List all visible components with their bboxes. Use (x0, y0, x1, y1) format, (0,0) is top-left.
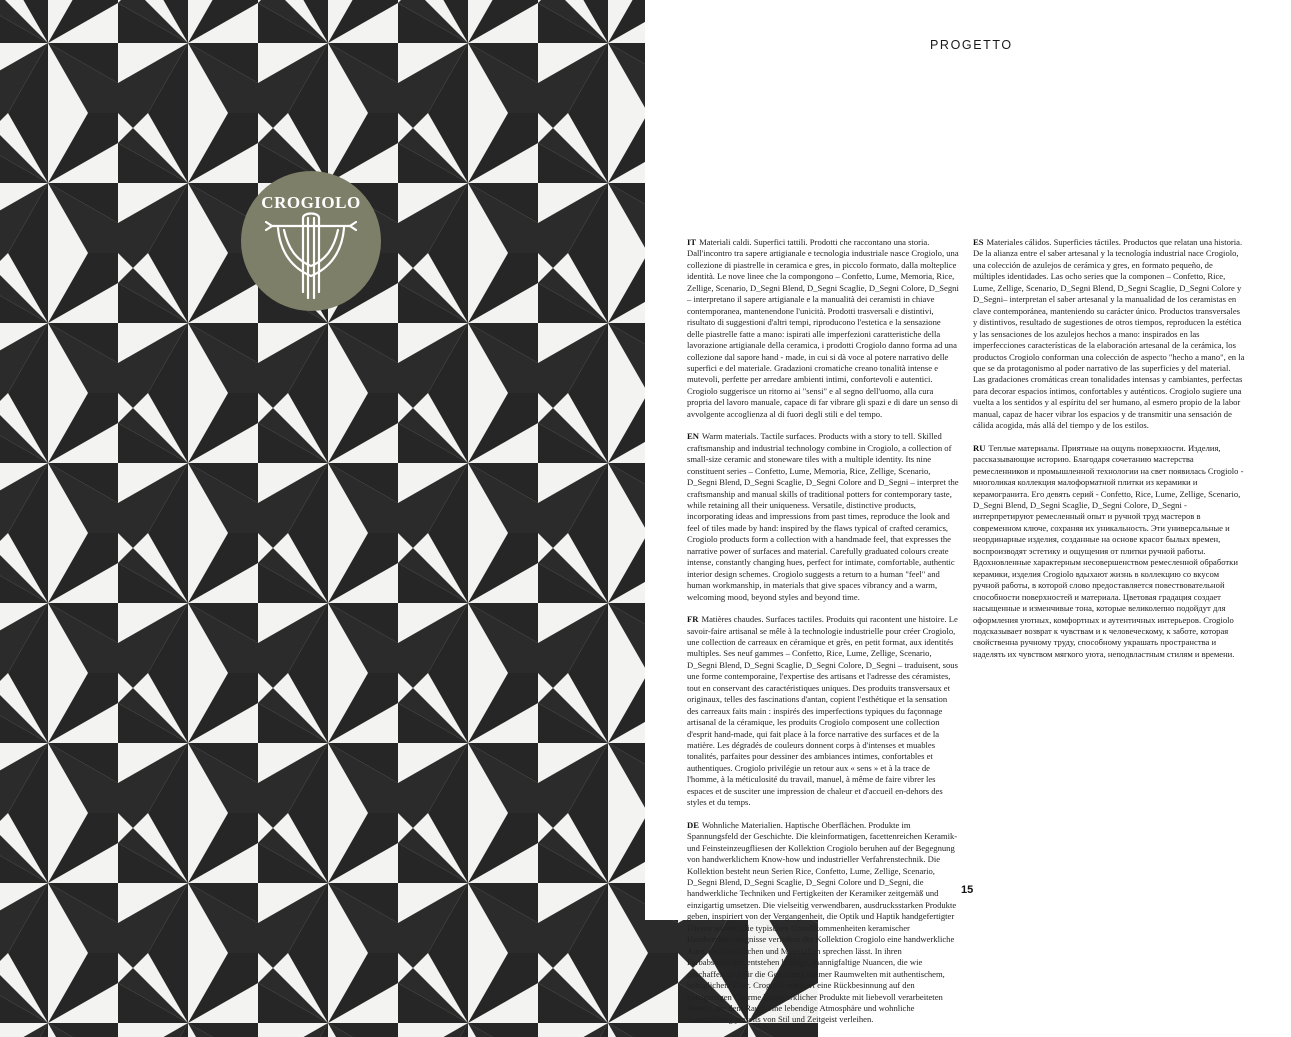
tile-pattern-cell (118, 533, 258, 673)
tile-pattern-cell (398, 253, 538, 393)
tile-pattern-cell (398, 673, 538, 813)
right-page-text (645, 0, 1291, 1025)
article-fr-text: Matières chaudes. Surfaces tactiles. Produits qui racontent une histoire. Le savoir-faire artisanal se mêle à la technologie industrielle pour créer Crogiolo, une collection de carreaux en céramique et grès, en petit format, aux identités multiples. Ses neuf gammes – Confetto, Rice, Lume, Zellige, Scenario, D_Segni Blend, D_Segni Scaglie, D_Segni Colore, D_Segni – traduisent, sous une forme contemporaine, l'expertise des artisans et l'adresse des céramistes, tout en conservant des caractéristiques uniques. Des produits transversaux et originaux, telles des fascinations d'antan, copient l'esthétique et la sensation des carreaux faits main : inspirés des imperfections typiques du façonnage artisanal de la céramique, les produits Crogiolo composent une collection d'esprit hand-made, qui fait place à la force narrative des surfaces et de la matière. Les dégradés de couleurs donnent corps à d'intenses et muables tonalités, parfaites pour dessiner des ambiances intimes, confortables et authentiques. Crogiolo privilégie un retour aux « sens » et à la trace de l'homme, à la méticulosité du travail, manuel, à même de faire vibrer les espaces et de susciter une impression de chaleur et d'accueil en-dehors des styles et du temps. (687, 614, 958, 808)
tile-pattern-cell (398, 813, 538, 953)
lang-code-it: IT (687, 237, 697, 247)
article-es (973, 237, 1245, 432)
article-de (687, 820, 959, 1026)
crogiolo-logo-badge (240, 152, 382, 330)
article-ru (973, 443, 1245, 661)
tile-pattern-cell (538, 953, 678, 1037)
tile-pattern-cell (258, 673, 398, 813)
tile-pattern-cell (0, 953, 118, 1037)
article-es-text: Materiales cálidos. Superficies táctiles. Productos que relatan una historia. De la alianza entre el saber artesanal y la tecnología industrial nace Crogiolo, una colección de azulejos de cerámica y gres, en formato pequeño, de múltiples identidades. Las ocho series que la componen – Confetto, Rice, Lume, Zellige, Scenario, D_Segni Blend, D_Segni Scaglie, D_Segni Colore y D_Segni– interpretan el saber artesanal y la manualidad de los ceramistas en clave contemporánea, manteniendo su carácter único. Productos transversales y distintivos, resultado de sugestiones de otros tiempos, reproducen la estética y las sensaciones de los azulejos hechos a mano: inspirados en las imperfecciones características de la elaboración artesanal de la cerámica, los productos Crogiolo conforman una colección de aspecto "hecho a mano", en la que se da protagonismo al poder narrativo de las superficies y del material. Las gradaciones cromáticas crean tonalidades intensas y cambiantes, perfectas para decorar espacios íntimos, confortables y auténticos. Crogiolo sugiere una vuelta a los sentidos y al espíritu del ser humano, al esmero propio de la labor manual, capaz de hacer vibrar los espacios y de transmitir una sensación de cálida acogida, más allá del tiempo y de los estilos. (973, 237, 1245, 431)
article-en (687, 431, 959, 603)
tile-pattern-cell (118, 253, 258, 393)
tile-pattern-cell (0, 393, 118, 533)
article-de-text: Wohnliche Materialien. Haptische Oberflächen. Produkte im Spannungsfeld der Geschichte. Die kleinformatigen, facettenreichen Keramik- und Feinsteinzeugfliesen der Kollektion Crogiolo beruhen auf der Begegnung von handwerklichem Know-how und industrieller Verfahrenstechnik. Die Kollektion besteht neun Serien Rice, Confetto, Lume, Zellige, Scenario, D_Segni Blend, D_Segni Scaglie, D_Segni Colore und D_Segni, die handwerkliche Techniken und Fertigkeiten der Keramiker zeitgemäß und einzigartig umsetzen. Die vielseitig verwendbaren, ausdrucksstarken Produkte geben, inspiriert von der Vergangenheit, die Optik und Haptik handgefertigter Fliesen wieder. Die typischen Unvollkommenheiten keramischer Handwerkserzeugnisse verleihen der Kollektion Crogiolo eine handwerkliche Aura, die Oberflächen und Materialien sprechen lässt. In ihren Farbabstufungen entstehen kräftige, mannigfaltige Nuancen, die wie geschaffen sind für die Gestaltung intimer Raumwelten mit authentischem, behaglichem Flair. Crogiolo markiert eine Rückbesinnung auf den einzigartigen Charme handwerklicher Produkte mit liebevoll verarbeiteten Details, die dem Raum eine lebendige Atmosphäre und wohnliche Ausstrahlung jenseits von Stil und Zeitgeist verleihen. (687, 819, 958, 1025)
tile-pattern-cell (258, 953, 398, 1037)
tile-pattern-cell (258, 0, 398, 113)
left-page-tile-artwork (0, 0, 645, 920)
text-column-right (973, 237, 1245, 671)
article-fr (687, 614, 959, 809)
tile-pattern-cell (0, 113, 118, 253)
tile-pattern-cell (118, 673, 258, 813)
page-number: 15 (961, 884, 974, 896)
tile-pattern-cell (258, 393, 398, 533)
tile-pattern-cell (398, 393, 538, 533)
text-column-left (687, 237, 959, 1037)
article-ru-text: Теплые материалы. Приятные на ощупь поверхности. Изделия, рассказывающие историю. Благодаря сочетанию мастерства ремесленников и промышленной технологии на свет появилась Crogiolo - многоликая коллекция малоформатной плитки из керамики и керамогранита. Его девять серий - Confetto, Rice, Lume, Zellige, Scenario, D_Segni Blend, D_Segni Scaglie, D_Segni Colore, D_Segni - интерпретируют ремесленный опыт и ручной труд мастеров в современном ключе, сохраняя их уникальность. Эти универсальные и неординарные изделия, созданные на основе красот былых времен, воспроизводят эстетику и ощущения от плитки ручной работы. Вдохновленные характерным несовершенством ремесленной обработки керамики, изделия Crogiolo вдыхают жизнь в коллекцию со вкусом ручной работы, в которой слово предоставляется повествовательной способности поверхностей и материала. Цветовая градация создает насыщенные и изменчивые тона, которые великолепно подойдут для оформления уютных, комфортных и аутентичных интерьеров. Crogiolo подсказывает возврат к чувствам и к человеческому, к заботе, которая свойственна ручному труду, способному украшать пространства и наделять их чувством мягкого уюта, неподвластным стилям и времени. (973, 442, 1244, 659)
tile-pattern-cell (258, 813, 398, 953)
lang-code-de: DE (687, 819, 699, 830)
tile-pattern-cell (398, 0, 538, 113)
tile-pattern-cell (118, 113, 258, 253)
tile-pattern-cell (118, 393, 258, 533)
tile-pattern-cell (0, 253, 118, 393)
logo-wordmark: CROGIOLO (261, 193, 361, 212)
geometric-tile-pattern (0, 0, 645, 920)
article-it-text: Materiali caldi. Superfici tattili. Prodotti che raccontano una storia. Dall'incontro tra sapere artigianale e tecnologia industriale nasce Crogiolo, una collezione di piastrelle in ceramica e gres, in piccolo formato, dalla molteplice identità. Le nove linee che la compongono – Confetto, Lume, Memoria, Rice, Zellige, Scenario, D_Segni Blend, D_Segni Scaglie, D_Segni Colore, D_Segni – interpretano il sapere artigianale e la manualità dei ceramisti in chiave contemporanea, mantenendone l'unicità. Prodotti trasversali e distintivi, risultato di suggestioni d'altri tempi, riproducono l'estetica e la sensazione delle piastrelle fatte a mano: ispirati alle imperfezioni caratteristiche della lavorazione artigianale della ceramica, i prodotti Crogiolo danno forma ad una collezione dal sapore hand - made, in cui si dà voce al potere narrativo delle superfici e del materiale. Gradazioni cromatiche creano tonalità intense e mutevoli, perfette per arredare ambienti intimi, confortevoli e autentici. Crogiolo suggerisce un ritorno ai "sensi" e al segno dell'uomo, alla cura propria del lavoro manuale, capace di far vibrare gli spazi e di dare un senso di avvolgente accoglienza al di fuori degli stili e del tempo. (687, 237, 959, 419)
section-label: PROGETTO (930, 38, 1013, 52)
tile-pattern-cell (398, 533, 538, 673)
lang-code-es: ES (973, 237, 984, 247)
tile-pattern-cell (0, 533, 118, 673)
tile-pattern-cell (0, 673, 118, 813)
lang-code-fr: FR (687, 614, 699, 625)
lang-code-ru: RU (973, 442, 986, 453)
tile-pattern-cell (118, 813, 258, 953)
lang-code-en: EN (687, 431, 699, 442)
tile-pattern-cell (118, 953, 258, 1037)
tile-pattern-cell (398, 953, 538, 1037)
tile-pattern-cell (0, 0, 118, 113)
logo-circle-background (241, 171, 381, 311)
tile-pattern-cell (118, 0, 258, 113)
tile-pattern-cell (258, 533, 398, 673)
article-en-text: Warm materials. Tactile surfaces. Products with a story to tell. Skilled craftsmanship and industrial technology combine in Crogiolo, a collection of small-size ceramic and stoneware tiles with a multiple identity. Its nine constituent series – Confetto, Lume, Memoria, Rice, Zellige, Scenario, D_Segni Blend, D_Segni Scaglie, D_Segni Colore and D_Segni – interpret the craftsmanship and manual skills of traditional potters for contemporary taste, while retaining all their uniqueness. Versatile, distinctive products, incorporating ideas and impressions from past times, reproduce the look and feel of tiles made by hand: inspired by the flaws typical of crafted ceramics, Crogiolo products form a collection with a handmade feel, that expresses the narrative power of surfaces and material. Carefully graduated colours create intense, constantly changing hues, perfect for intimate, comfortable, authentic interior design schemes. Crogiolo suggests a return to a human "feel" and human workmanship, in materials that give spaces vibrancy and a warm, welcoming mood, beyond styles and beyond time. (687, 431, 959, 602)
article-it (687, 237, 959, 420)
tile-pattern-cell (0, 813, 118, 953)
tile-pattern-cell (398, 113, 538, 253)
